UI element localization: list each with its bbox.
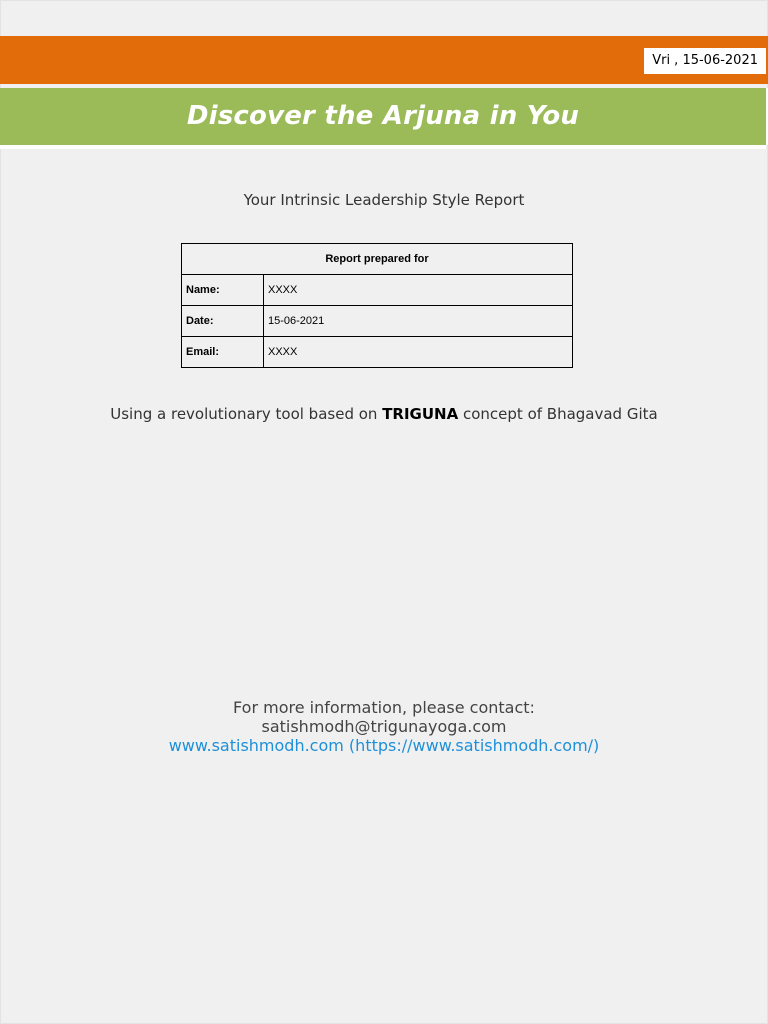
report-subtitle: Your Intrinsic Leadership Style Report <box>243 191 525 209</box>
tool-description <box>0 405 768 423</box>
contact-block <box>0 698 768 755</box>
website-link[interactable]: www.satishmodh.com (https://www.satishmodh.com/) <box>168 736 600 755</box>
banner-divider <box>0 145 766 149</box>
report-info-table <box>181 243 573 368</box>
triguna-emphasis: TRIGUNA <box>382 405 459 423</box>
banner-title: Discover the Arjuna in You <box>186 101 580 131</box>
date-label: Date: <box>182 306 264 337</box>
date-value: 15-06-2021 <box>264 306 573 337</box>
email-label: Email: <box>182 337 264 368</box>
tool-text-before: Using a revolutionary tool based on <box>110 405 383 423</box>
header-date: Vri , 15-06-2021 <box>644 48 766 74</box>
email-value: XXXX <box>264 337 573 368</box>
table-row <box>182 275 573 306</box>
title-banner <box>0 88 768 145</box>
table-header-row <box>182 244 573 275</box>
tool-text-after: concept of Bhagavad Gita <box>458 405 658 423</box>
contact-email: satishmodh@trigunayoga.com <box>261 717 507 736</box>
table-row <box>182 306 573 337</box>
name-label: Name: <box>182 275 264 306</box>
contact-intro: For more information, please contact: <box>233 698 535 717</box>
name-value: XXXX <box>264 275 573 306</box>
table-heading: Report prepared for <box>182 244 573 275</box>
table-row <box>182 337 573 368</box>
